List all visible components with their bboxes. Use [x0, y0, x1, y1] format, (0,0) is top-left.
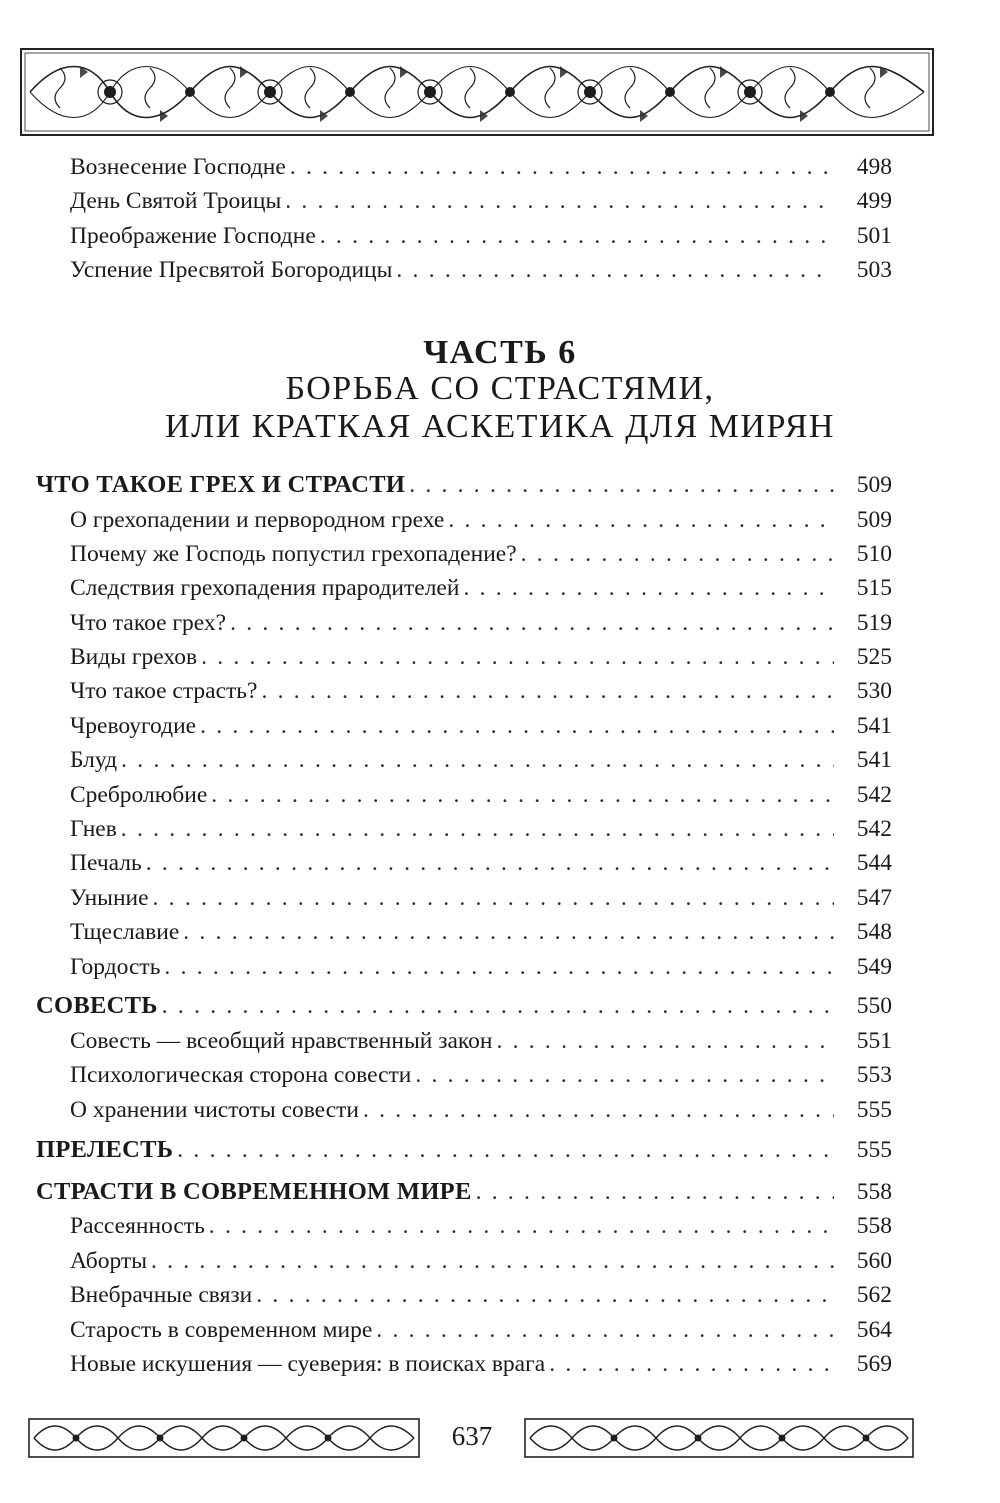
toc-entry-title: Печаль — [70, 850, 142, 876]
toc-section[interactable] — [0, 989, 1000, 1023]
dot-leader — [121, 743, 834, 777]
toc-entry[interactable] — [0, 150, 1000, 184]
dot-leader — [209, 1209, 834, 1243]
dot-leader — [211, 778, 834, 812]
toc-entry-title: Преображение Господне — [70, 223, 316, 249]
toc-entry-page: 498 — [856, 154, 892, 180]
dot-leader — [521, 537, 834, 571]
dot-leader — [183, 915, 834, 949]
toc-entry[interactable] — [0, 219, 1000, 253]
toc-entry-page: 510 — [856, 541, 892, 567]
toc-entry-page: 564 — [856, 1317, 892, 1343]
toc-entry[interactable] — [0, 1209, 1000, 1243]
dot-leader — [151, 1244, 834, 1278]
toc-entry-title: Аборты — [70, 1248, 147, 1274]
dot-leader — [164, 950, 834, 984]
toc-entry-page: 548 — [856, 919, 892, 945]
toc-entry[interactable] — [0, 1313, 1000, 1347]
toc-entry-title: Почему же Господь попустил грехопадение? — [70, 541, 517, 567]
dot-leader — [285, 184, 834, 218]
toc-entry[interactable] — [0, 743, 1000, 777]
toc-entry-page: 542 — [856, 816, 892, 842]
toc-entry[interactable] — [0, 778, 1000, 812]
part-number-heading: ЧАСТЬ 6 — [423, 334, 577, 371]
toc-entry-page: 499 — [856, 188, 892, 214]
dot-leader — [363, 1093, 834, 1127]
dot-leader — [320, 219, 834, 253]
toc-entry-page: 555 — [856, 1097, 892, 1123]
toc-entry[interactable] — [0, 674, 1000, 708]
toc-section[interactable] — [0, 1133, 1000, 1167]
toc-entry[interactable] — [0, 184, 1000, 218]
toc-entry-page: 503 — [856, 257, 892, 283]
dot-leader — [463, 571, 834, 605]
toc-entry-title: Вознесение Господне — [70, 154, 286, 180]
toc-entry-page: 562 — [856, 1282, 892, 1308]
floral-ornament-band-icon — [20, 48, 934, 136]
toc-entry-title: Совесть — всеобщий нравственный закон — [70, 1028, 493, 1054]
toc-entry-title: Что такое грех? — [70, 610, 227, 636]
toc-entry-page: 525 — [856, 644, 892, 670]
toc-entry-page: 542 — [856, 782, 892, 808]
toc-entry-title: Виды грехов — [70, 644, 198, 670]
toc-entry-title: Психологическая сторона совести — [70, 1062, 412, 1088]
toc-entry[interactable] — [0, 1278, 1000, 1312]
toc-section-page: 509 — [856, 472, 892, 498]
dot-leader — [496, 1024, 834, 1058]
toc-entry-page: 558 — [856, 1213, 892, 1239]
toc-entry[interactable] — [0, 571, 1000, 605]
toc-entry-title: Чревоугодие — [70, 713, 197, 739]
toc-section-page: 555 — [856, 1137, 892, 1163]
toc-entry[interactable] — [0, 253, 1000, 287]
toc-section-page: 550 — [856, 993, 892, 1019]
toc-section-title: СОВЕСТЬ — [36, 992, 158, 1019]
toc-entry[interactable] — [0, 709, 1000, 743]
dot-leader — [177, 1133, 834, 1167]
toc-entry-page: 553 — [856, 1062, 892, 1088]
toc-entry[interactable] — [0, 812, 1000, 846]
toc-entry-title: Успение Пресвятой Богородицы — [70, 257, 393, 283]
toc-entry-title: О хранении чистоты совести — [70, 1097, 359, 1123]
toc-section-title: ПРЕЛЕСТЬ — [36, 1136, 174, 1163]
toc-entry-page: 541 — [856, 713, 892, 739]
toc-entry-title: Что такое страсть? — [70, 678, 258, 704]
toc-entry-title: Рассеянность — [70, 1213, 205, 1239]
toc-entry[interactable] — [0, 846, 1000, 880]
toc-entry-page: 519 — [856, 610, 892, 636]
toc-section[interactable] — [0, 1175, 1000, 1209]
toc-section[interactable] — [0, 468, 1000, 502]
toc-entry-page: 544 — [856, 850, 892, 876]
toc-entry[interactable] — [0, 640, 1000, 674]
dot-leader — [415, 1058, 834, 1092]
toc-entry-title: Уныние — [70, 885, 149, 911]
toc-entry[interactable] — [0, 537, 1000, 571]
dot-leader — [290, 150, 834, 184]
dot-leader — [121, 812, 834, 846]
toc-entry-title: Старость в современном мире — [70, 1317, 373, 1343]
toc-section-title: ЧТО ТАКОЕ ГРЕХ И СТРАСТИ — [36, 471, 406, 498]
toc-entry-title: Блуд — [70, 747, 118, 773]
dot-leader — [146, 846, 834, 880]
toc-entry[interactable] — [0, 1024, 1000, 1058]
dot-leader — [256, 1278, 834, 1312]
toc-entry-page: 549 — [856, 954, 892, 980]
dot-leader — [201, 640, 834, 674]
toc-entry-page: 501 — [856, 223, 892, 249]
toc-entry-page: 560 — [856, 1248, 892, 1274]
toc-section-title: СТРАСТИ В СОВРЕМЕННОМ МИРЕ — [36, 1178, 472, 1205]
toc-entry-title: Сребролюбие — [70, 782, 208, 808]
toc-entry-title: Гордость — [70, 954, 161, 980]
interlace-ornament-right-icon — [524, 1418, 914, 1458]
toc-entry[interactable] — [0, 606, 1000, 640]
dot-leader — [396, 253, 834, 287]
dot-leader — [376, 1313, 834, 1347]
toc-entry[interactable] — [0, 1244, 1000, 1278]
toc-entry-title: Тщеславие — [70, 919, 180, 945]
part-title-line-2: ИЛИ КРАТКАЯ АСКЕТИКА ДЛЯ МИРЯН — [165, 408, 835, 445]
toc-entry-title: Внебрачные связи — [70, 1282, 253, 1308]
toc-section-page: 558 — [856, 1179, 892, 1205]
dot-leader — [162, 989, 834, 1023]
toc-entry[interactable] — [0, 915, 1000, 949]
toc-entry[interactable] — [0, 1058, 1000, 1092]
toc-entry-title: Новые искушения — суеверия: в поисках врага — [70, 1351, 546, 1377]
toc-entry-title: Гнев — [70, 816, 117, 842]
toc-entry[interactable] — [0, 503, 1000, 537]
dot-leader — [153, 881, 834, 915]
toc-entry[interactable] — [0, 950, 1000, 984]
toc-entry-title: Следствия грехопадения прародителей — [70, 575, 460, 601]
toc-entry[interactable] — [0, 881, 1000, 915]
toc-entry-page: 541 — [856, 747, 892, 773]
toc-entry-page: 547 — [856, 885, 892, 911]
interlace-ornament-left-icon — [28, 1418, 420, 1458]
dot-leader — [549, 1347, 834, 1381]
toc-entry-page: 530 — [856, 678, 892, 704]
dot-leader — [476, 1175, 834, 1209]
page-number: 637 — [451, 1421, 493, 1451]
toc-entry-page: 509 — [856, 507, 892, 533]
toc-entry[interactable] — [0, 1093, 1000, 1127]
toc-entry-title: О грехопадении и первородном грехе — [70, 507, 445, 533]
toc-entry-page: 569 — [856, 1351, 892, 1377]
toc-entry-page: 515 — [856, 575, 892, 601]
part-title-line-1: БОРЬБА СО СТРАСТЯМИ, — [285, 370, 715, 407]
dot-leader — [261, 674, 834, 708]
dot-leader — [230, 606, 834, 640]
dot-leader — [409, 468, 834, 502]
toc-entry-title: День Святой Троицы — [70, 188, 282, 214]
dot-leader — [448, 503, 834, 537]
dot-leader — [200, 709, 834, 743]
toc-entry-page: 551 — [856, 1028, 892, 1054]
toc-entry[interactable] — [0, 1347, 1000, 1381]
